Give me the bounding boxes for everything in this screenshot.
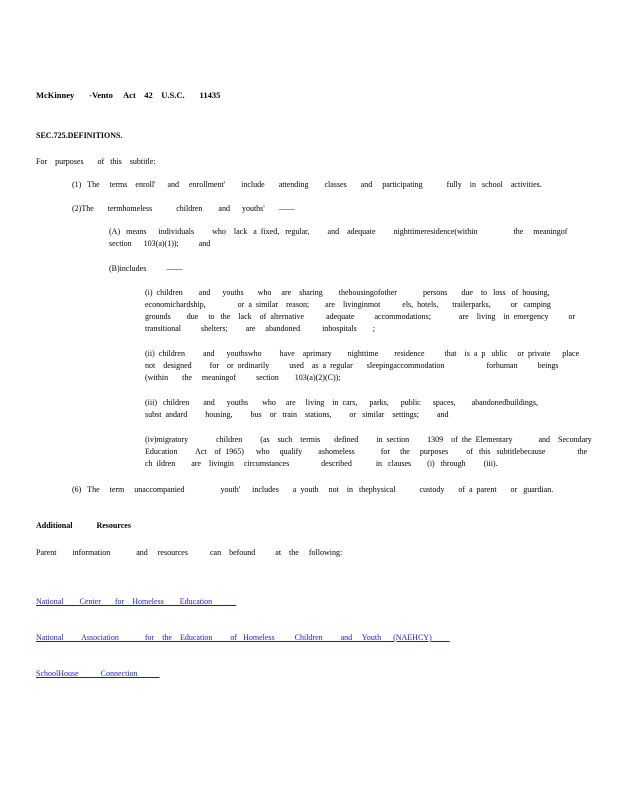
definition-item-1: (1) The terms enroll' and enrollment' include attending classes and participating fully in school activities. <box>72 180 542 189</box>
sub-item-iv-line-1: (iv)migratory children (as such termis defined in section 1309 of the Elementary and Secondary <box>145 435 592 444</box>
intro-text: For purposes of this subtitle: <box>36 157 156 166</box>
resource-links <box>36 572 450 704</box>
sub-item-i-line-2: economichardship, or a similar reason; are livinginmot els, hotels, trailerparks, or camping <box>145 300 551 309</box>
sub-item-ii-line-2: not designed for or ordinarily used as a regular sleepingaccommodation forhuman beings <box>145 361 559 370</box>
sub-item-ii-line-1: (ii) children and youthswho have aprimary nighttime residence that is a p ublic or private place <box>145 349 580 358</box>
sub-item-iii-line-1: (iii) children and youths who are living in cars, parks, public spaces, abandonedbuildings, <box>145 398 539 407</box>
definition-item-6: (6) The term unaccompanied youth' includes a youth not in thephysical custody of a parent or guardian. <box>72 485 554 494</box>
sub-item-i-line-3: grounds due to the lack of alternative adequate accommodations; are living in emergency or <box>145 312 576 321</box>
document-header: McKinney -Vento Act 42 U.S.C. 11435 <box>36 90 221 100</box>
definition-item-2: (2)The termhomeless children and youths' —— <box>72 204 295 213</box>
link-naehcy[interactable]: National Association for the Education of Homeless Children and Youth (NAEHCY) <box>36 633 450 642</box>
definition-item-2a-line-1: (A) means individuals who lack a fixed, regular, and adequate nighttimeresidence(within the meaningof <box>109 227 568 236</box>
sub-item-ii-line-3: (within the meaningof section 103(a)(2)(C)); <box>145 373 341 382</box>
link-national-center-homeless-education[interactable]: National Center for Homeless Education <box>36 597 237 606</box>
link-schoolhouse-connection[interactable]: SchoolHouse Connection <box>36 669 160 678</box>
definition-item-2b: (B)includes —— <box>109 264 183 273</box>
sub-item-iv-line-3: ch ildren are livingin circumstances described in clauses (i) through (iii). <box>145 459 498 468</box>
section-title: SEC.725.DEFINITIONS. <box>36 131 123 140</box>
definition-item-2a-line-2: section 103(a)(1)); and <box>109 239 211 248</box>
sub-item-i-line-4: transitional shelters; are abandoned inhospitals ; <box>145 324 375 333</box>
resources-intro: Parent information and resources can befound at the following: <box>36 548 343 557</box>
sub-item-i-line-1: (i) children and youths who are sharing thehousingofother persons due to loss of housing, <box>145 288 550 297</box>
resources-heading: Additional Resources <box>36 521 131 530</box>
sub-item-iii-line-2: subst andard housing, bus or train stations, or similar settings; and <box>145 410 449 419</box>
sub-item-iv-line-2: Education Act of 1965) who qualify ashomeless for the purposes of this subtitlebecause the <box>145 447 588 456</box>
